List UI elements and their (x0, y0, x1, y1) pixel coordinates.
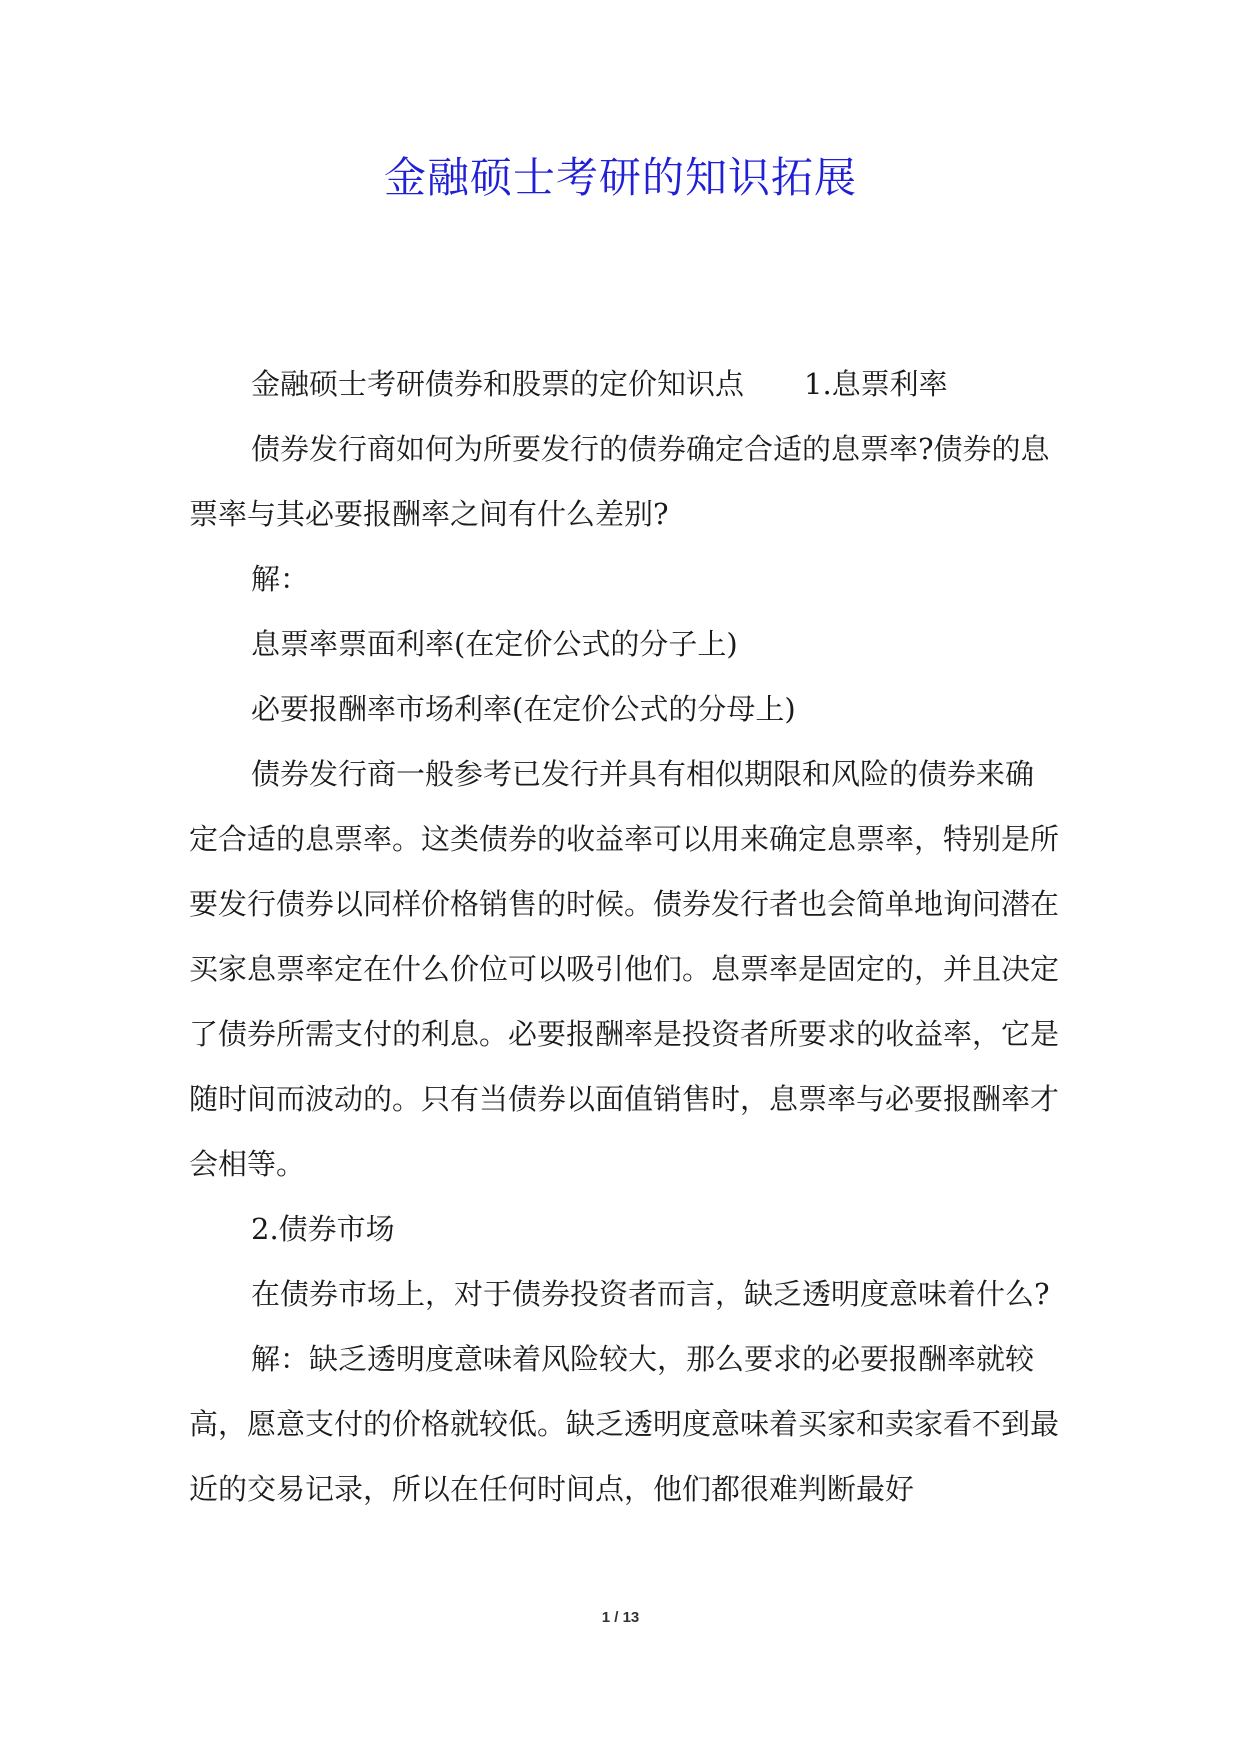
paragraph (189, 352, 1059, 417)
paragraph: 债券发行商如何为所要发行的债券确定合适的息票率?债券的息票率与其必要报酬率之间有什么差别? (189, 432, 1050, 531)
paragraph: 解：缺乏透明度意味着风险较大，那么要求的必要报酬率就较高，愿意支付的价格就较低。缺乏透明度意味着买家和卖家看不到最近的交易记录，所以在任何时间点，他们都很难判断最好 (189, 1342, 1060, 1506)
section-heading: 2.债券市场 (251, 1212, 395, 1246)
paragraph: 在债券市场上，对于债券投资者而言，缺乏透明度意味着什么? (251, 1277, 1050, 1311)
body-text (189, 352, 1059, 1522)
section-heading: 1.息票利率 (804, 367, 948, 401)
paragraph: 解： (251, 562, 310, 596)
paragraph-text: 金融硕士考研债券和股票的定价知识点 (251, 367, 745, 401)
paragraph: 债券发行商一般参考已发行并具有相似期限和风险的债券来确定合适的息票率。这类债券的收益率可以用来确定息票率，特别是所要发行债券以同样价格销售的时候。债券发行者也会简单地询问潜在买家息票率定在什么价位可以吸引他们。息票率是固定的，并且决定了债券所需支付的利息。必要报酬率是投资者所要求的收益率，它是随时间而波动的。只有当债券以面值销售时，息票率与必要报酬率才会相等。 (189, 757, 1060, 1181)
page-number: 1 / 13 (601, 1609, 640, 1626)
paragraph: 必要报酬率市场利率(在定价公式的分母上) (251, 692, 796, 726)
paragraph: 息票率票面利率(在定价公式的分子上) (251, 627, 738, 661)
document-title: 金融硕士考研的知识拓展 (383, 153, 857, 202)
